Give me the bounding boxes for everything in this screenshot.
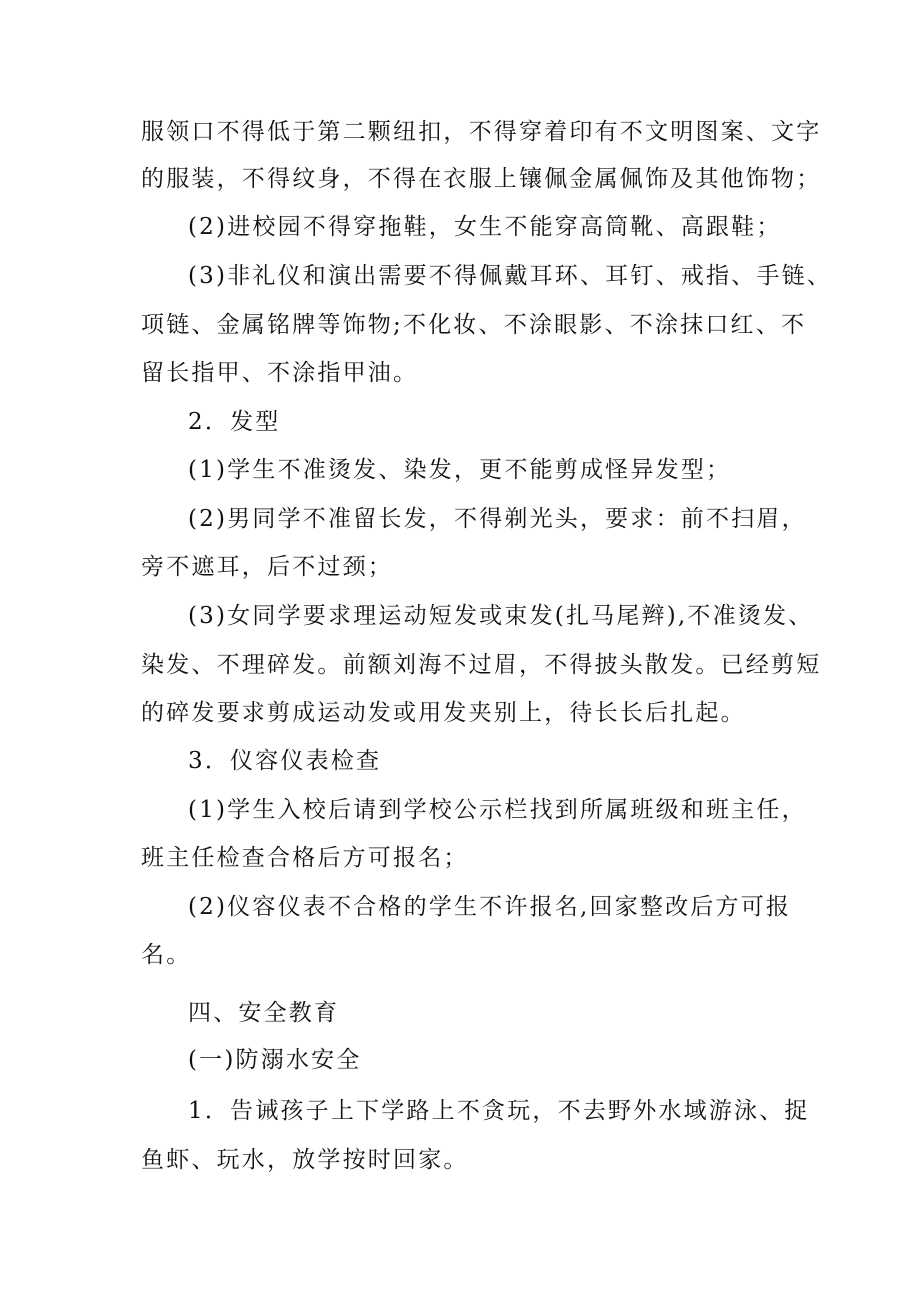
list-item-line: (3)女同学要求理运动短发或束发(扎马尾辫),不准烫发、 <box>188 603 814 629</box>
paragraph-line: 的服装，不得纹身，不得在衣服上镶佩金属佩饰及其他饰物； <box>141 166 822 192</box>
paragraph-line: 染发、不理碎发。前额刘海不过眉，不得披头散发。已经剪短 <box>141 652 822 678</box>
subsection-heading: (一)防溺水安全 <box>188 1047 362 1073</box>
paragraph-line: 服领口不得低于第二颗纽扣，不得穿着印有不文明图案、文字 <box>141 119 822 145</box>
paragraph-line: 留长指甲、不涂指甲油。 <box>141 360 419 386</box>
list-item-line: (3)非礼仪和演出需要不得佩戴耳环、耳钉、戒指、手链、 <box>188 263 832 289</box>
list-item-line: (2)仪容仪表不合格的学生不许报名,回家整改后方可报 <box>188 894 792 920</box>
paragraph-line: 班主任检查合格后方可报名； <box>141 845 469 871</box>
list-item-line: (1)学生入校后请到学校公示栏找到所属班级和班主任， <box>188 797 807 823</box>
paragraph-line: 的碎发要求剪成运动发或用发夹别上，待长长后扎起。 <box>141 700 746 726</box>
section-heading: 3．仪容仪表检查 <box>188 748 382 774</box>
section-heading: 2．发型 <box>188 409 281 435</box>
list-item-line: 1．告诫孩子上下学路上不贪玩，不去野外水域游泳、捉 <box>188 1098 810 1124</box>
paragraph-line: 名。 <box>141 942 192 968</box>
section-heading: 四、安全教育 <box>188 1000 340 1026</box>
list-item-line: (2)男同学不准留长发，不得剃光头，要求：前不扫眉， <box>188 506 807 532</box>
list-item-line: (2)进校园不得穿拖鞋，女生不能穿高筒靴、高跟鞋； <box>188 214 782 240</box>
paragraph-line: 鱼虾、玩水，放学按时回家。 <box>141 1147 469 1173</box>
paragraph-line: 旁不遮耳，后不过颈； <box>141 554 393 580</box>
paragraph-line: 项链、金属铭牌等饰物;不化妆、不涂眼影、不涂抹口红、不 <box>141 312 807 338</box>
list-item-line: (1)学生不准烫发、染发，更不能剪成怪异发型； <box>188 457 732 483</box>
